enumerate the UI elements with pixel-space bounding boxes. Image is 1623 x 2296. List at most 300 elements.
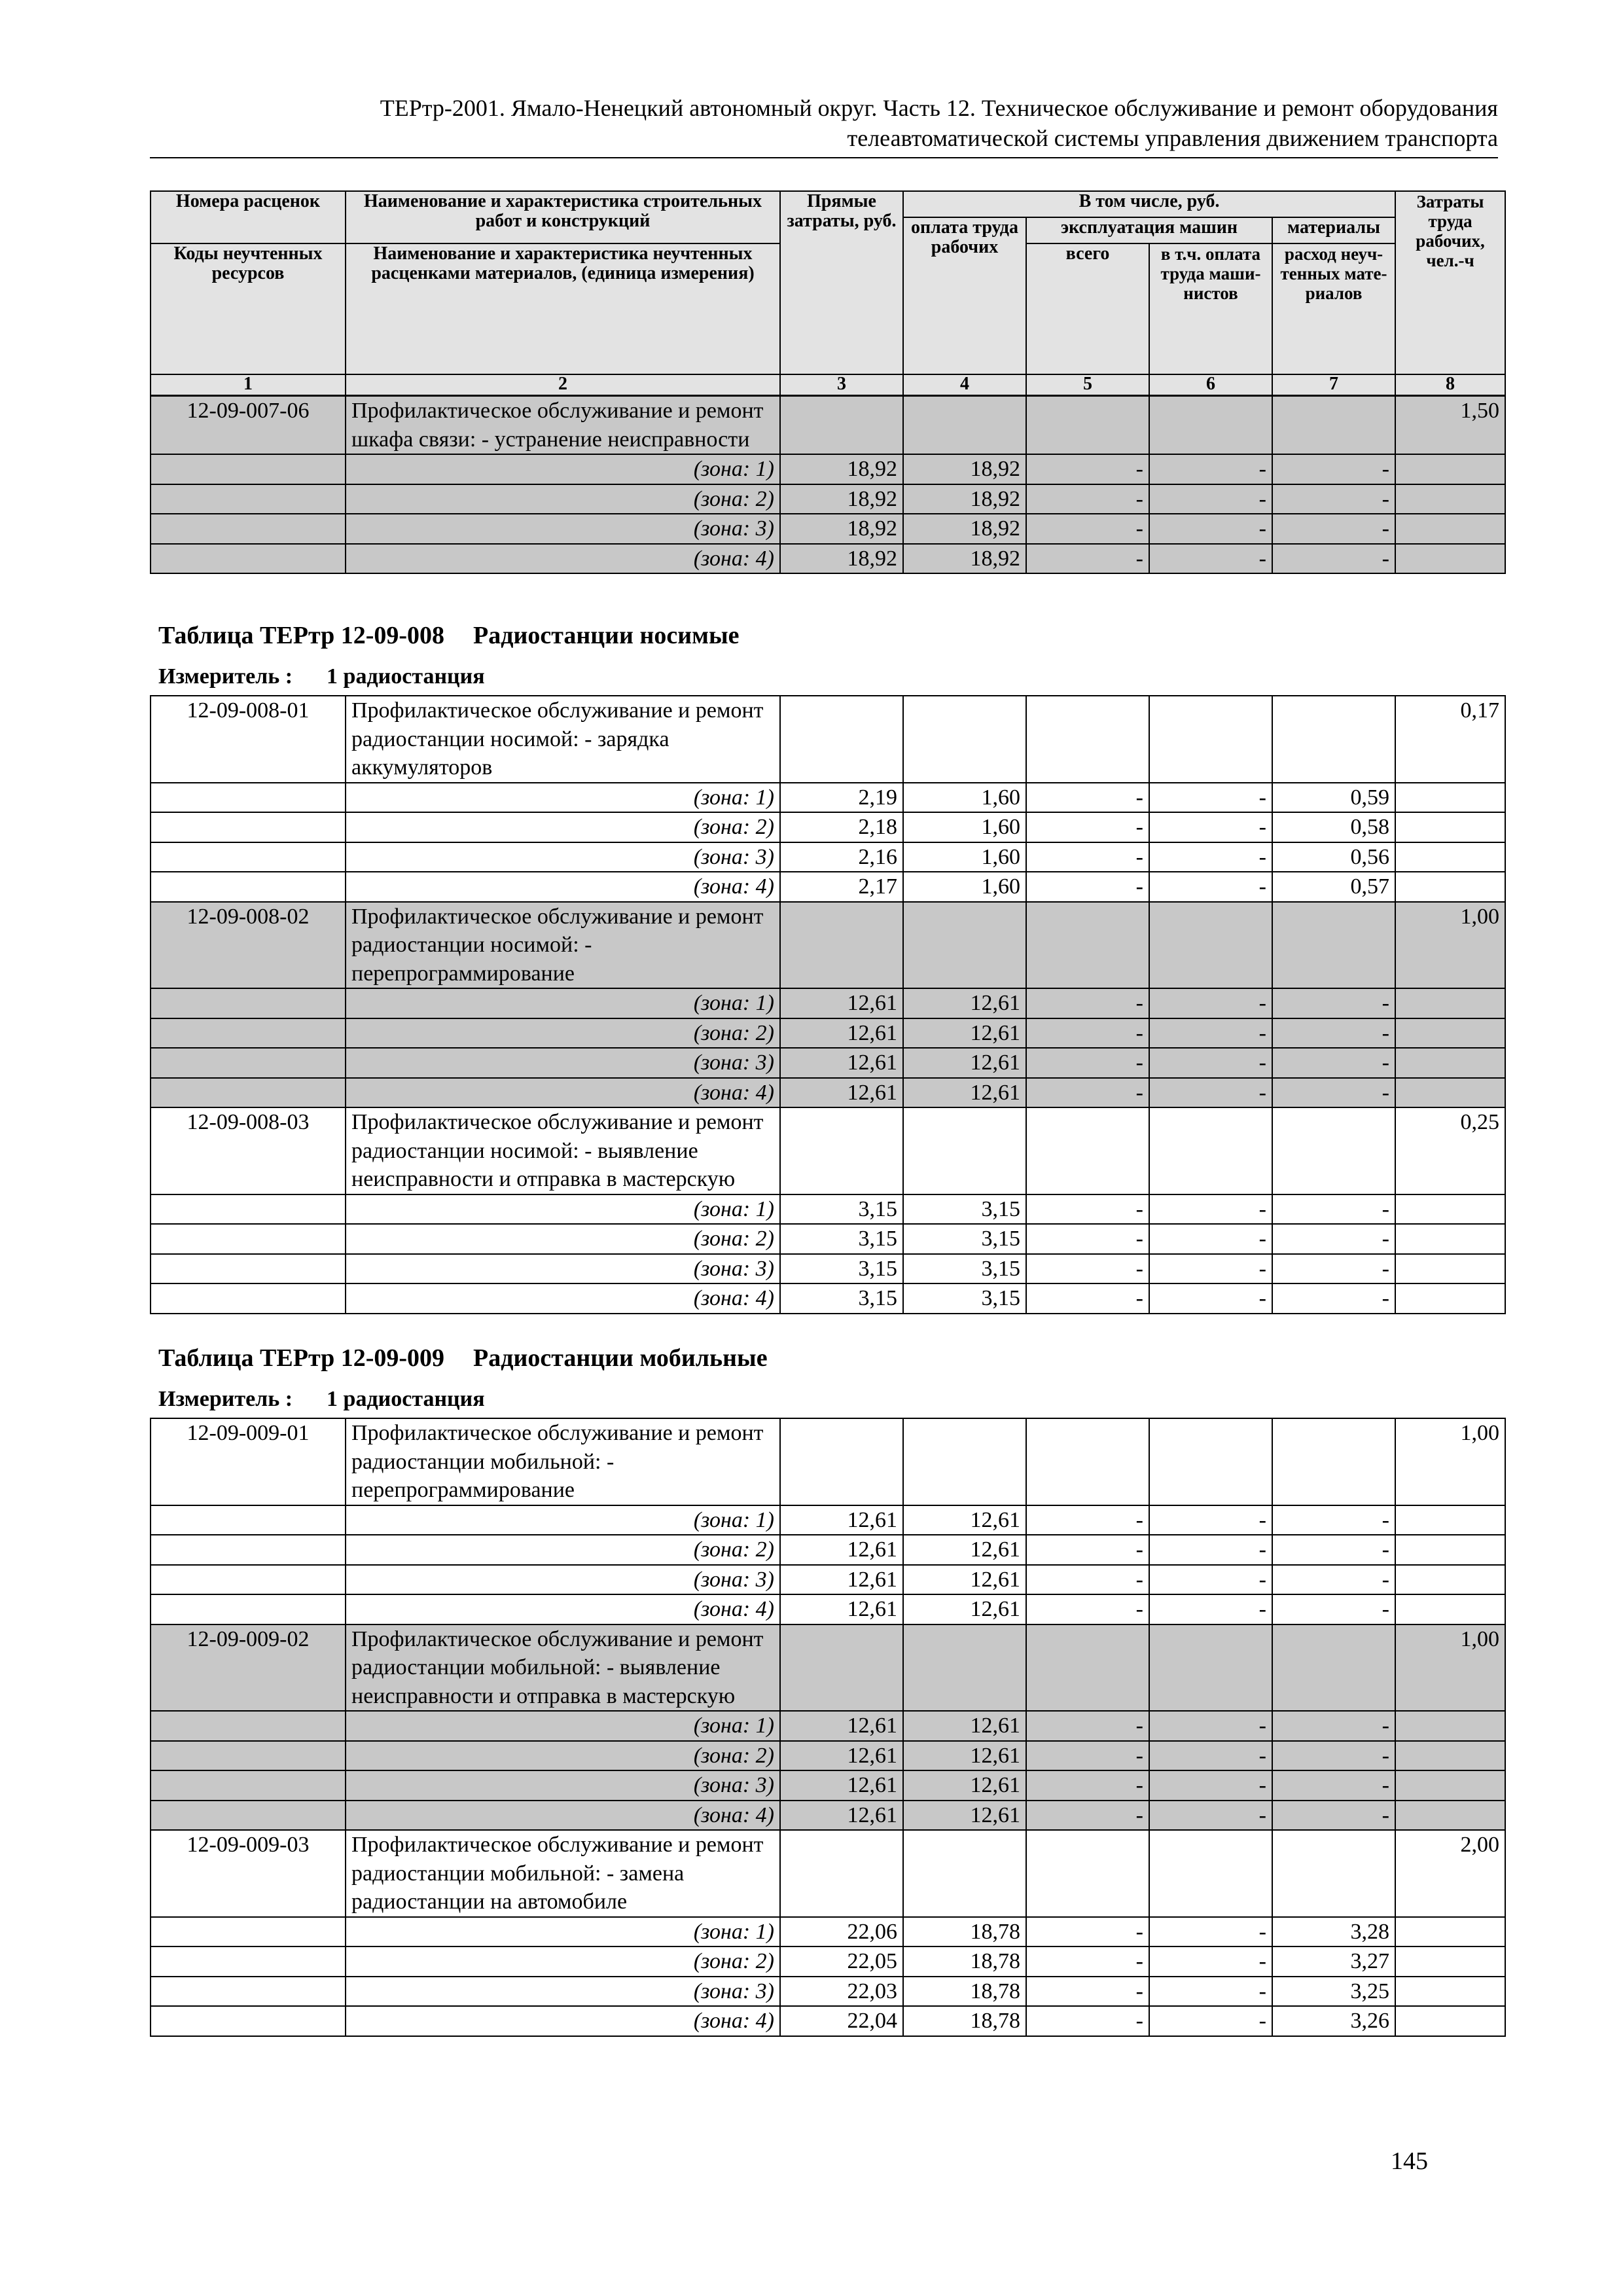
zone-row (151, 1505, 1505, 1535)
zone-label: (зона: 3) (346, 1048, 780, 1078)
empty-cell (780, 396, 903, 454)
zone-label: (зона: 2) (346, 812, 780, 842)
machine-total: - (1026, 872, 1149, 902)
worker-pay: 12,61 (903, 1711, 1026, 1741)
empty-cell (780, 1624, 903, 1712)
machinist-pay: - (1149, 988, 1272, 1018)
zone-label: (зона: 4) (346, 1283, 780, 1314)
empty-cell (151, 1283, 346, 1314)
col-resource-codes: Коды неучтенных ресурсов (151, 243, 346, 374)
machinist-pay: - (1149, 454, 1272, 484)
materials: - (1272, 1224, 1395, 1254)
zone-row (151, 484, 1505, 514)
materials: - (1272, 1505, 1395, 1535)
rate-code: 12-09-009-03 (151, 1830, 346, 1917)
zone-label: (зона: 4) (346, 1078, 780, 1108)
machine-total: - (1026, 1946, 1149, 1977)
direct-costs: 3,15 (780, 1224, 903, 1254)
table-title: Таблица ТЕРтр 12-09-008 (158, 622, 445, 649)
worker-pay: 18,92 (903, 454, 1026, 484)
empty-cell (1026, 902, 1149, 989)
machinist-pay: - (1149, 1741, 1272, 1771)
machinist-pay: - (1149, 1917, 1272, 1947)
col-number: 1 (151, 374, 346, 395)
worker-pay: 12,61 (903, 1078, 1026, 1108)
machinist-pay: - (1149, 1224, 1272, 1254)
zone-row (151, 1946, 1505, 1977)
rate-name: Профилактическое обслуживание и ремонт радиостанции мобильной: - замена радиостанции на автомобиле (346, 1830, 780, 1917)
machinist-pay: - (1149, 1048, 1272, 1078)
materials: - (1272, 1801, 1395, 1831)
zone-row (151, 514, 1505, 544)
zone-row (151, 783, 1505, 813)
zone-label: (зона: 4) (346, 2006, 780, 2036)
machinist-pay: - (1149, 1801, 1272, 1831)
zone-label: (зона: 3) (346, 1254, 780, 1284)
zone-label: (зона: 2) (346, 1535, 780, 1565)
zone-label: (зона: 1) (346, 1917, 780, 1947)
empty-cell (1149, 696, 1272, 783)
rate-name: Профилактическое обслуживание и ремонт радиостанции носимой: - перепрограммирование (346, 902, 780, 989)
materials: - (1272, 1254, 1395, 1284)
empty-cell (151, 1711, 346, 1741)
zone-label: (зона: 4) (346, 1801, 780, 1831)
rate-row (151, 1624, 1505, 1712)
empty-cell (1395, 1946, 1505, 1977)
machinist-pay: - (1149, 872, 1272, 902)
machinist-pay: - (1149, 544, 1272, 574)
table-name: Радиостанции мобильные (473, 1344, 768, 1372)
empty-cell (903, 1418, 1026, 1505)
empty-cell (151, 1048, 346, 1078)
empty-cell (151, 1535, 346, 1565)
empty-cell (1149, 396, 1272, 454)
materials: - (1272, 1594, 1395, 1624)
machinist-pay: - (1149, 783, 1272, 813)
page-header (150, 93, 1498, 153)
empty-cell (1395, 484, 1505, 514)
labor-costs: 1,00 (1395, 902, 1505, 989)
header-line-2: телеавтоматической системы управления движением транспорта (847, 125, 1498, 151)
empty-cell (1026, 396, 1149, 454)
machine-total: - (1026, 812, 1149, 842)
machinist-pay: - (1149, 1770, 1272, 1801)
zone-label: (зона: 2) (346, 1224, 780, 1254)
empty-cell (1149, 1418, 1272, 1505)
empty-cell (151, 1594, 346, 1624)
col-material-name: Наименование и характеристика неучтенных расценками материалов, (единица измерения) (346, 243, 780, 374)
empty-cell (1395, 1565, 1505, 1595)
worker-pay: 12,61 (903, 1018, 1026, 1049)
col-incl: В том числе, руб. (903, 191, 1395, 217)
col-rate-numbers: Номера расценок (151, 191, 346, 243)
empty-cell (1395, 1505, 1505, 1535)
materials: - (1272, 454, 1395, 484)
machine-total: - (1026, 1048, 1149, 1078)
worker-pay: 18,92 (903, 544, 1026, 574)
zone-row (151, 1594, 1505, 1624)
machine-total: - (1026, 514, 1149, 544)
worker-pay: 3,15 (903, 1194, 1026, 1225)
direct-costs: 3,15 (780, 1254, 903, 1284)
zone-row (151, 1917, 1505, 1947)
col-direct-costs: Прямые затраты, руб. (780, 191, 903, 374)
zone-label: (зона: 1) (346, 783, 780, 813)
zone-row (151, 812, 1505, 842)
empty-cell (151, 783, 346, 813)
empty-cell (1272, 696, 1395, 783)
labor-costs: 0,25 (1395, 1107, 1505, 1194)
empty-cell (780, 1107, 903, 1194)
col-total: всего (1026, 243, 1149, 374)
direct-costs: 12,61 (780, 1565, 903, 1595)
empty-cell (151, 1565, 346, 1595)
worker-pay: 12,61 (903, 1505, 1026, 1535)
empty-cell (903, 1107, 1026, 1194)
empty-cell (1395, 1194, 1505, 1225)
machine-total: - (1026, 1194, 1149, 1225)
zone-label: (зона: 1) (346, 454, 780, 484)
zone-label: (зона: 1) (346, 1711, 780, 1741)
empty-cell (1026, 696, 1149, 783)
empty-cell (780, 1418, 903, 1505)
machinist-pay: - (1149, 1283, 1272, 1314)
worker-pay: 3,15 (903, 1224, 1026, 1254)
machinist-pay: - (1149, 1505, 1272, 1535)
empty-cell (1026, 1830, 1149, 1917)
empty-cell (1026, 1418, 1149, 1505)
worker-pay: 1,60 (903, 872, 1026, 902)
rate-row (151, 1418, 1505, 1505)
materials: - (1272, 544, 1395, 574)
zone-row (151, 988, 1505, 1018)
machinist-pay: - (1149, 1018, 1272, 1049)
materials: 0,58 (1272, 812, 1395, 842)
direct-costs: 3,15 (780, 1283, 903, 1314)
zone-label: (зона: 2) (346, 1946, 780, 1977)
direct-costs: 18,92 (780, 454, 903, 484)
zone-label: (зона: 4) (346, 872, 780, 902)
materials: - (1272, 1565, 1395, 1595)
zone-row (151, 1224, 1505, 1254)
worker-pay: 12,61 (903, 1535, 1026, 1565)
worker-pay: 18,92 (903, 514, 1026, 544)
labor-costs: 2,00 (1395, 1830, 1505, 1917)
machine-total: - (1026, 1594, 1149, 1624)
col-worker-pay: оплата труда рабочих (903, 217, 1026, 374)
machinist-pay: - (1149, 1711, 1272, 1741)
empty-cell (1395, 1078, 1505, 1108)
machinist-pay: - (1149, 812, 1272, 842)
rates-table-12-09-007 (150, 395, 1506, 574)
zone-label: (зона: 3) (346, 1565, 780, 1595)
machine-total: - (1026, 1711, 1149, 1741)
page-number: 145 (1391, 2147, 1428, 2175)
table-name: Радиостанции носимые (473, 622, 740, 649)
col-number: 6 (1149, 374, 1272, 395)
worker-pay: 12,61 (903, 1770, 1026, 1801)
empty-cell (1395, 1917, 1505, 1947)
empty-cell (1395, 812, 1505, 842)
direct-costs: 22,03 (780, 1977, 903, 2007)
zone-row (151, 454, 1505, 484)
col-machine-ops: эксплуатация машин (1026, 217, 1272, 243)
zone-row (151, 1741, 1505, 1771)
empty-cell (151, 842, 346, 872)
empty-cell (1395, 2006, 1505, 2036)
rate-name: Профилактическое обслуживание и ремонт радиостанции мобильной: - перепрограммирование (346, 1418, 780, 1505)
empty-cell (1149, 1107, 1272, 1194)
measure-line (158, 664, 485, 690)
empty-cell (903, 696, 1026, 783)
worker-pay: 12,61 (903, 1594, 1026, 1624)
direct-costs: 22,05 (780, 1946, 903, 1977)
machine-total: - (1026, 1770, 1149, 1801)
zone-label: (зона: 1) (346, 1194, 780, 1225)
empty-cell (903, 1624, 1026, 1712)
empty-cell (1395, 1711, 1505, 1741)
empty-cell (1026, 1107, 1149, 1194)
direct-costs: 12,61 (780, 1078, 903, 1108)
machinist-pay: - (1149, 514, 1272, 544)
rate-name: Профилактическое обслуживание и ремонт шкафа связи: - устранение неисправности (346, 396, 780, 454)
empty-cell (903, 396, 1026, 454)
direct-costs: 2,16 (780, 842, 903, 872)
machinist-pay: - (1149, 1535, 1272, 1565)
worker-pay: 18,78 (903, 1946, 1026, 1977)
rate-row (151, 1830, 1505, 1917)
machinist-pay: - (1149, 1194, 1272, 1225)
labor-costs: 1,50 (1395, 396, 1505, 454)
direct-costs: 12,61 (780, 988, 903, 1018)
empty-cell (1395, 783, 1505, 813)
col-number: 7 (1272, 374, 1395, 395)
empty-cell (1272, 1107, 1395, 1194)
materials: - (1272, 484, 1395, 514)
direct-costs: 18,92 (780, 544, 903, 574)
empty-cell (1395, 1770, 1505, 1801)
col-number: 2 (346, 374, 780, 395)
zone-row (151, 1770, 1505, 1801)
machine-total: - (1026, 1018, 1149, 1049)
col-labor-costs: Затраты труда рабочих, чел.-ч (1395, 191, 1505, 374)
worker-pay: 18,78 (903, 2006, 1026, 2036)
empty-cell (1395, 1018, 1505, 1049)
empty-cell (1026, 1624, 1149, 1712)
materials: - (1272, 1283, 1395, 1314)
direct-costs: 12,61 (780, 1801, 903, 1831)
zone-row (151, 1283, 1505, 1314)
zone-row (151, 1194, 1505, 1225)
rate-code: 12-09-008-01 (151, 696, 346, 783)
empty-cell (151, 1741, 346, 1771)
direct-costs: 2,19 (780, 783, 903, 813)
materials: - (1272, 1535, 1395, 1565)
col-work-name: Наименование и характеристика строительных работ и конструкций (346, 191, 780, 243)
table-title: Таблица ТЕРтр 12-09-009 (158, 1344, 445, 1372)
rates-table-12-09-009 (150, 1418, 1506, 2037)
direct-costs: 12,61 (780, 1018, 903, 1049)
empty-cell (1395, 1594, 1505, 1624)
empty-cell (1395, 454, 1505, 484)
rate-row (151, 696, 1505, 783)
machine-total: - (1026, 1224, 1149, 1254)
rate-code: 12-09-008-03 (151, 1107, 346, 1194)
header-line-1: ТЕРтр-2001. Ямало-Ненецкий автономный округ. Часть 12. Техническое обслуживание и ремонт оборудования (380, 95, 1498, 121)
direct-costs: 12,61 (780, 1741, 903, 1771)
col-number: 8 (1395, 374, 1505, 395)
zone-row (151, 1018, 1505, 1049)
machinist-pay: - (1149, 1977, 1272, 2007)
worker-pay: 3,15 (903, 1283, 1026, 1314)
materials: - (1272, 1078, 1395, 1108)
direct-costs: 18,92 (780, 514, 903, 544)
zone-row (151, 1711, 1505, 1741)
zone-row (151, 2006, 1505, 2036)
machine-total: - (1026, 1283, 1149, 1314)
col-number: 3 (780, 374, 903, 395)
empty-cell (1395, 1801, 1505, 1831)
empty-cell (1149, 902, 1272, 989)
materials: 3,25 (1272, 1977, 1395, 2007)
direct-costs: 12,61 (780, 1505, 903, 1535)
worker-pay: 1,60 (903, 842, 1026, 872)
worker-pay: 12,61 (903, 988, 1026, 1018)
materials: 0,56 (1272, 842, 1395, 872)
empty-cell (1149, 1830, 1272, 1917)
empty-cell (151, 1801, 346, 1831)
machine-total: - (1026, 1254, 1149, 1284)
materials: 3,28 (1272, 1917, 1395, 1947)
empty-cell (1395, 1224, 1505, 1254)
zone-label: (зона: 3) (346, 842, 780, 872)
machinist-pay: - (1149, 842, 1272, 872)
rate-code: 12-09-007-06 (151, 396, 346, 454)
measure-label: Измеритель : (158, 664, 293, 689)
empty-cell (151, 454, 346, 484)
empty-cell (151, 2006, 346, 2036)
empty-cell (780, 696, 903, 783)
empty-cell (151, 1194, 346, 1225)
empty-cell (151, 484, 346, 514)
empty-cell (1272, 902, 1395, 989)
direct-costs: 18,92 (780, 484, 903, 514)
machinist-pay: - (1149, 1565, 1272, 1595)
worker-pay: 12,61 (903, 1741, 1026, 1771)
empty-cell (1395, 1254, 1505, 1284)
zone-row (151, 842, 1505, 872)
worker-pay: 1,60 (903, 783, 1026, 813)
materials: - (1272, 1770, 1395, 1801)
machine-total: - (1026, 1801, 1149, 1831)
empty-cell (151, 1078, 346, 1108)
machine-total: - (1026, 1535, 1149, 1565)
worker-pay: 18,78 (903, 1977, 1026, 2007)
direct-costs: 2,17 (780, 872, 903, 902)
col-materials: материалы (1272, 217, 1395, 243)
empty-cell (1395, 988, 1505, 1018)
materials: - (1272, 1048, 1395, 1078)
measure-label: Измеритель : (158, 1387, 293, 1411)
rate-row (151, 396, 1505, 454)
empty-cell (1395, 842, 1505, 872)
machine-total: - (1026, 988, 1149, 1018)
machinist-pay: - (1149, 2006, 1272, 2036)
zone-row (151, 1535, 1505, 1565)
empty-cell (151, 988, 346, 1018)
materials: - (1272, 988, 1395, 1018)
machinist-pay: - (1149, 1946, 1272, 1977)
direct-costs: 12,61 (780, 1535, 903, 1565)
direct-costs: 22,06 (780, 1917, 903, 1947)
zone-label: (зона: 2) (346, 484, 780, 514)
empty-cell (151, 544, 346, 574)
direct-costs: 2,18 (780, 812, 903, 842)
table-caption-12-09-008 (158, 620, 740, 651)
materials: 3,26 (1272, 2006, 1395, 2036)
empty-cell (151, 1224, 346, 1254)
zone-label: (зона: 4) (346, 544, 780, 574)
materials: 0,57 (1272, 872, 1395, 902)
zone-label: (зона: 1) (346, 1505, 780, 1535)
empty-cell (1395, 1977, 1505, 2007)
empty-cell (151, 514, 346, 544)
rate-code: 12-09-009-02 (151, 1624, 346, 1712)
header-rule (150, 157, 1498, 158)
zone-label: (зона: 2) (346, 1741, 780, 1771)
rate-row (151, 1107, 1505, 1194)
empty-cell (1395, 1283, 1505, 1314)
zone-row (151, 1801, 1505, 1831)
rate-row (151, 902, 1505, 989)
rate-code: 12-09-008-02 (151, 902, 346, 989)
direct-costs: 12,61 (780, 1048, 903, 1078)
worker-pay: 12,61 (903, 1565, 1026, 1595)
machine-total: - (1026, 484, 1149, 514)
empty-cell (151, 1917, 346, 1947)
materials: 0,59 (1272, 783, 1395, 813)
column-header-table (150, 190, 1506, 396)
labor-costs: 1,00 (1395, 1624, 1505, 1712)
rate-name: Профилактическое обслуживание и ремонт радиостанции мобильной: - выявление неисправности и отправка в мастерскую (346, 1624, 780, 1712)
materials: 3,27 (1272, 1946, 1395, 1977)
empty-cell (151, 1977, 346, 2007)
zone-label: (зона: 4) (346, 1594, 780, 1624)
machine-total: - (1026, 1741, 1149, 1771)
machine-total: - (1026, 454, 1149, 484)
empty-cell (780, 902, 903, 989)
rates-table-12-09-008 (150, 695, 1506, 1314)
zone-label: (зона: 3) (346, 514, 780, 544)
materials: - (1272, 1741, 1395, 1771)
machinist-pay: - (1149, 484, 1272, 514)
machine-total: - (1026, 1565, 1149, 1595)
worker-pay: 3,15 (903, 1254, 1026, 1284)
worker-pay: 18,92 (903, 484, 1026, 514)
zone-label: (зона: 1) (346, 988, 780, 1018)
zone-row (151, 544, 1505, 574)
empty-cell (151, 1770, 346, 1801)
zone-label: (зона: 3) (346, 1977, 780, 2007)
worker-pay: 12,61 (903, 1801, 1026, 1831)
worker-pay: 12,61 (903, 1048, 1026, 1078)
empty-cell (903, 902, 1026, 989)
empty-cell (1272, 396, 1395, 454)
empty-cell (1395, 1741, 1505, 1771)
machine-total: - (1026, 1977, 1149, 2007)
rate-code: 12-09-009-01 (151, 1418, 346, 1505)
machine-total: - (1026, 1078, 1149, 1108)
